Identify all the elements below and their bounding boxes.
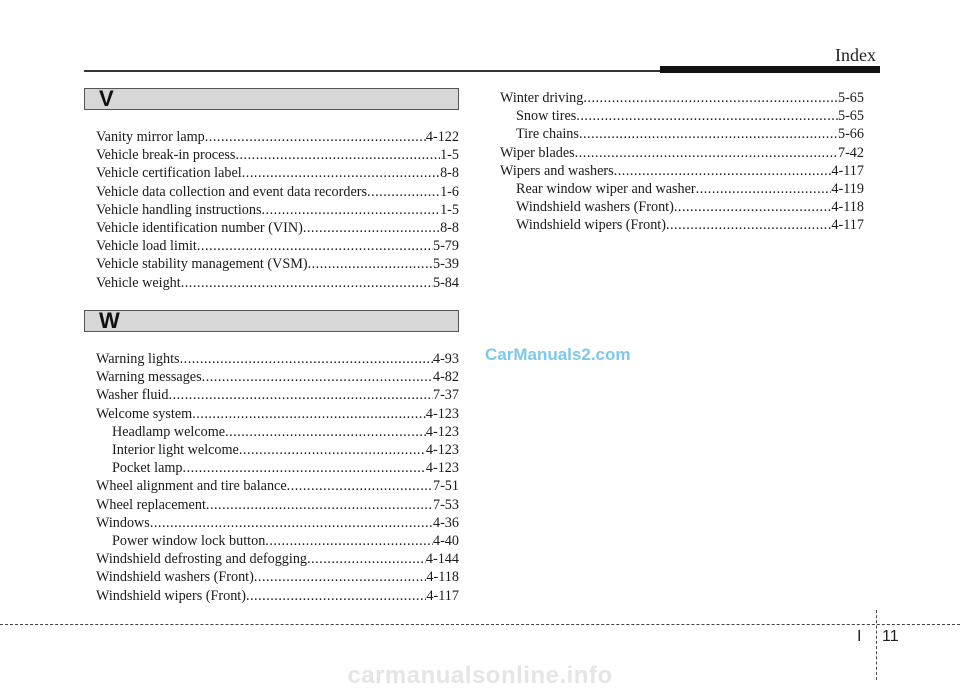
index-subentry: Pocket lamp ..... 4-123 [96, 459, 459, 477]
index-entry: Windshield wipers (Front) ..... 4-117 [96, 587, 459, 605]
index-entry: Washer fluid ..... 7-37 [96, 386, 459, 404]
index-entry: Warning messages ..... 4-82 [96, 368, 459, 386]
index-entry: Windshield defrosting and defogging ..... 4-144 [96, 550, 459, 568]
section-header-v [84, 88, 459, 110]
index-subentry: Headlamp welcome ..... 4-123 [96, 423, 459, 441]
index-entry: Vehicle identification number (VIN) ..... 8-8 [96, 219, 459, 237]
index-subentry: Snow tires ..... 5-65 [500, 107, 864, 125]
index-entry: Welcome system ..... 4-123 [96, 405, 459, 423]
index-subentry: Tire chains ..... 5-66 [500, 125, 864, 143]
index-entry: Vehicle weight ..... 5-84 [96, 274, 459, 292]
page-number: 11 [882, 628, 899, 645]
index-entry: Vanity mirror lamp ..... 4-122 [96, 128, 459, 146]
source-watermark: carmanualsonline.info [347, 662, 613, 689]
index-column-left-w [96, 350, 459, 605]
index-column-left-v [96, 128, 459, 292]
section-letter: V [99, 86, 114, 111]
index-header-title: Index [835, 45, 876, 65]
footer-section-letter: I [857, 628, 862, 645]
index-subentry: Windshield wipers (Front) ..... 4-117 [500, 216, 864, 234]
index-entry: Vehicle break-in process ..... 1-5 [96, 146, 459, 164]
index-entry: Vehicle handling instructions ..... 1-5 [96, 201, 459, 219]
index-entry: Vehicle stability management (VSM) ..... 5-39 [96, 255, 459, 273]
index-subentry: Windshield washers (Front) ..... 4-118 [500, 198, 864, 216]
index-entry: Vehicle data collection and event data recorders ..... 1-6 [96, 183, 459, 201]
index-subentry: Interior light welcome ..... 4-123 [96, 441, 459, 459]
watermark-link[interactable]: CarManuals2.com [485, 345, 631, 364]
index-subentry: Rear window wiper and washer ..... 4-119 [500, 180, 864, 198]
index-column-right [500, 89, 864, 235]
index-entry: Wiper blades ..... 7-42 [500, 144, 864, 162]
index-entry: Warning lights ..... 4-93 [96, 350, 459, 368]
section-header-w [84, 310, 459, 332]
index-entry: Wheel alignment and tire balance ..... 7-51 [96, 477, 459, 495]
index-entry: Wheel replacement ..... 7-53 [96, 496, 459, 514]
index-entry: Vehicle certification label ..... 8-8 [96, 164, 459, 182]
section-letter: W [99, 308, 120, 333]
index-subentry: Power window lock button ..... 4-40 [96, 532, 459, 550]
index-entry: Windows ..... 4-36 [96, 514, 459, 532]
index-entry: Windshield washers (Front) ..... 4-118 [96, 568, 459, 586]
footer-dashed-rule [0, 624, 960, 625]
index-entry: Wipers and washers ..... 4-117 [500, 162, 864, 180]
index-entry: Winter driving ..... 5-65 [500, 89, 864, 107]
index-entry: Vehicle load limit ..... 5-79 [96, 237, 459, 255]
header-rule-accent [660, 66, 880, 73]
